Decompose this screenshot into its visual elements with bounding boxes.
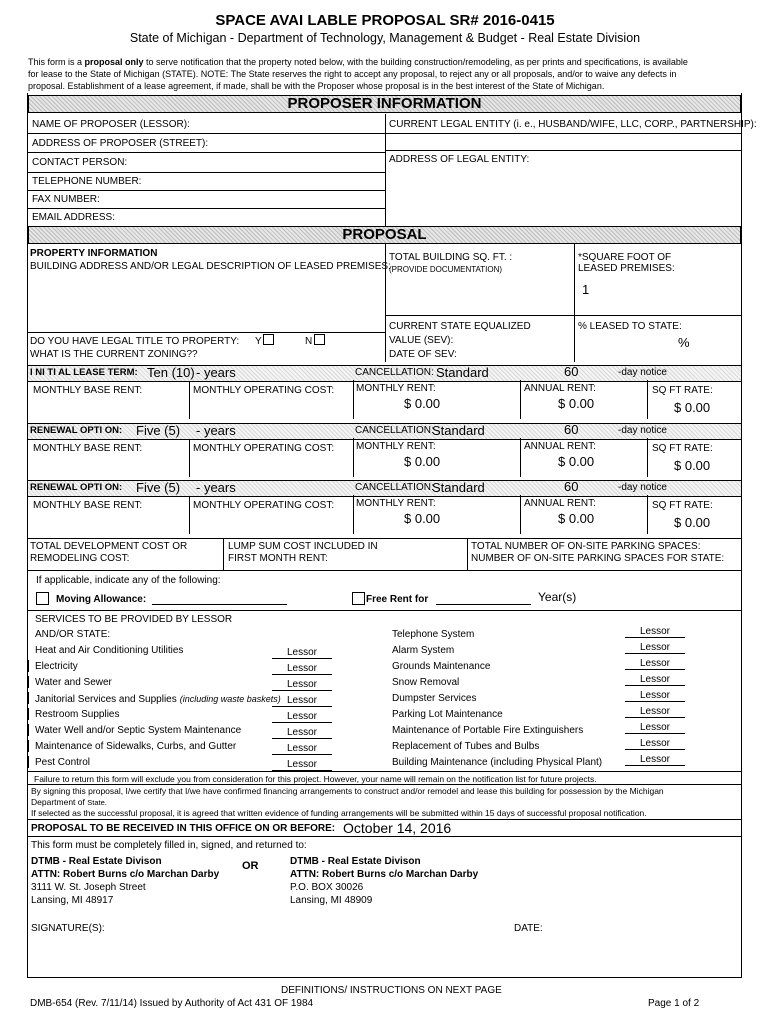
address-1-line-4: Lansing, MI 48917 xyxy=(31,895,114,906)
sr-number: 2016-0415 xyxy=(482,12,555,29)
rule xyxy=(189,382,190,419)
service-left-marker xyxy=(28,692,29,704)
notice-financing-2b: State. xyxy=(87,798,107,807)
signature-label: SIGNATURE(S): xyxy=(31,923,105,934)
deadline-label: PROPOSAL TO BE RECEIVED IN THIS OFFICE ON OR BEFORE: xyxy=(31,823,336,834)
rule xyxy=(27,570,742,571)
service-left-1-label xyxy=(35,645,183,657)
form-id: DMB-654 (Rev. 7/11/14) Issued by Authority of Act 431 OF 1984 xyxy=(30,998,314,1009)
service-right-2-value[interactable]: Lessor xyxy=(625,642,685,654)
term-2-label: RENEWAL OPTI ON: xyxy=(30,425,123,436)
service-right-2-label: Alarm System xyxy=(392,645,455,656)
return-instruction: This form must be completely filled in, signed, and returned to: xyxy=(31,840,307,851)
rule xyxy=(189,440,190,477)
service-right-9-label: Building Maintenance (including Physical Plant) xyxy=(392,757,603,768)
rule xyxy=(223,538,224,570)
signature-field[interactable] xyxy=(110,918,490,938)
service-left-marker xyxy=(28,740,29,752)
parking-total-label: TOTAL NUMBER OF ON-SITE PARKING SPACES: xyxy=(471,541,701,552)
service-left-5-text: Restroom Supplies xyxy=(35,709,120,720)
legal-title-yes-label: Y xyxy=(255,336,262,347)
telephone-label: TELEPHONE NUMBER: xyxy=(32,176,142,187)
term-1-monthly-rent-label: MONTHLY RENT: xyxy=(356,383,436,394)
term-2-annual-rent-label: ANNUAL RENT: xyxy=(524,441,596,452)
provide-doc-label: (PROVIDE DOCUMENTATION) xyxy=(389,265,503,274)
term-2-annual-rent-value: $ 0.00 xyxy=(558,454,595,469)
service-left-3-text: Water and Sewer xyxy=(35,677,112,688)
term-2-monthly-rent-value: $ 0.00 xyxy=(404,454,441,469)
contact-person-label: CONTACT PERSON: xyxy=(32,157,128,168)
sev-date-label: DATE OF SEV: xyxy=(389,349,457,360)
allowance-intro: If applicable, indicate any of the following: xyxy=(36,575,221,586)
service-right-7-value[interactable]: Lessor xyxy=(625,722,685,734)
dev-cost-label-1: TOTAL DEVELOPMENT COST OR xyxy=(30,541,188,552)
term-1-notice-days[interactable]: 60 xyxy=(564,364,579,379)
service-right-3-label: Grounds Maintenance xyxy=(392,661,491,672)
term-1-cancellation-label: CANCELLATION: xyxy=(355,367,434,378)
service-left-8-text: Pest Control xyxy=(35,757,91,768)
free-rent-label: Free Rent for xyxy=(366,594,429,605)
service-right-3-value[interactable]: Lessor xyxy=(625,658,685,670)
term-3-sqft-rate-value: $ 0.00 xyxy=(674,515,711,530)
service-left-5-value[interactable]: Lessor xyxy=(272,711,332,723)
services-heading-2: AND/OR STATE: xyxy=(35,629,111,640)
term-3-annual-rent-value: $ 0.00 xyxy=(558,511,595,526)
term-3-cancellation-label: CANCELLATION: xyxy=(355,482,434,493)
leased-sqft-label-1: *SQUARE FOOT OF xyxy=(578,252,672,263)
term-3-sqft-rate-label: SQ FT RATE: xyxy=(652,500,713,511)
term-1-sqft-rate-label: SQ FT RATE: xyxy=(652,385,713,396)
moving-allowance-label: Moving Allowance: xyxy=(56,594,147,605)
fax-label: FAX NUMBER: xyxy=(32,194,100,205)
address-2-line-1: DTMB - Real Estate Divison xyxy=(290,856,421,867)
form-title xyxy=(0,12,770,30)
rule xyxy=(520,380,521,419)
intro-bold: proposal only xyxy=(84,57,144,67)
form-title-text: SPACE AVAI LABLE PROPOSAL SR# xyxy=(215,12,479,29)
rule xyxy=(353,438,354,477)
service-right-4-value[interactable]: Lessor xyxy=(625,674,685,686)
term-3-base-rent-label: MONTHLY BASE RENT: xyxy=(33,500,143,511)
legal-entity-label: CURRENT LEGAL ENTITY (i. e., HUSBAND/WIFE, LLC, CORP., PARTNERSHIP): xyxy=(389,119,757,130)
service-left-4-text: Janitorial Services and Supplies xyxy=(35,694,177,705)
dev-cost-label-2: REMODELING COST: xyxy=(30,553,130,564)
service-left-6-label xyxy=(35,725,241,737)
rule xyxy=(520,438,521,477)
address-2-line-4: Lansing, MI 48909 xyxy=(290,895,373,906)
rule xyxy=(27,538,742,539)
term-3-operating-cost-label: MONTHLY OPERATING COST: xyxy=(193,500,335,511)
term-1-monthly-rent-value: $ 0.00 xyxy=(404,396,441,411)
service-left-2-text: Electricity xyxy=(35,661,78,672)
rule xyxy=(647,380,648,419)
service-left-6-text: Water Well and/or Septic System Maintenance xyxy=(35,725,242,736)
address-1-line-3: 3111 W. St. Joseph Street xyxy=(31,882,146,893)
or-label: OR xyxy=(242,860,259,872)
rule xyxy=(27,172,385,173)
service-right-6-value[interactable]: Lessor xyxy=(625,706,685,718)
leased-sqft-label-2: LEASED PREMISES: xyxy=(578,263,675,274)
rule xyxy=(353,495,354,534)
free-rent-field[interactable] xyxy=(436,604,531,605)
term-3-unit: - years xyxy=(196,480,236,495)
service-right-4-label: Snow Removal xyxy=(392,677,460,688)
term-2-notice-label: -day notice xyxy=(618,425,667,436)
service-left-marker xyxy=(28,708,29,720)
term-2-cancellation-label: CANCELLATION: xyxy=(355,425,434,436)
rule xyxy=(647,438,648,477)
rule xyxy=(27,152,385,153)
building-address-label: BUILDING ADDRESS AND/OR LEGAL DESCRIPTION OF LEASED PREMISES: xyxy=(30,261,391,272)
moving-allowance-field[interactable] xyxy=(152,604,287,605)
free-rent-years: Year(s) xyxy=(538,590,577,604)
address-2-line-2: ATTN: Robert Burns c/o Marchan Darby xyxy=(290,869,479,880)
proposer-address-label: ADDRESS OF PROPOSER (STREET): xyxy=(32,138,209,149)
term-2-unit: - years xyxy=(196,423,236,438)
lump-sum-label-2: FIRST MONTH RENT: xyxy=(228,553,328,564)
rule xyxy=(385,315,741,316)
term-1-annual-rent-label: ANNUAL RENT: xyxy=(524,383,596,394)
rule xyxy=(27,610,742,611)
rule xyxy=(353,380,354,419)
term-2-sqft-rate-label: SQ FT RATE: xyxy=(652,443,713,454)
parking-state-label: NUMBER OF ON-SITE PARKING SPACES FOR STATE: xyxy=(471,553,725,564)
service-right-1-label: Telephone System xyxy=(392,629,475,640)
term-1-notice-label: -day notice xyxy=(618,367,667,378)
form-border-right xyxy=(741,93,742,978)
deadline-value[interactable]: October 14, 2016 xyxy=(343,820,452,836)
legal-title-label: DO YOU HAVE LEGAL TITLE TO PROPERTY: xyxy=(30,336,240,347)
intro-line-1a: This form is a xyxy=(28,57,85,67)
form-border-bottom xyxy=(27,977,742,978)
service-left-4-label xyxy=(35,693,281,706)
rule xyxy=(27,208,385,209)
term-1-base-rent-label: MONTHLY BASE RENT: xyxy=(33,385,143,396)
rule xyxy=(27,190,385,191)
property-info-label: PROPERTY INFORMATION xyxy=(30,248,158,259)
sev-label-2: VALUE (SEV): xyxy=(389,335,454,346)
date-label: DATE: xyxy=(514,923,543,934)
notice-failure: Failure to return this form will exclude you from consideration for this project. However, your name will remain on the notification list for future projects. xyxy=(34,774,597,784)
service-left-5-label xyxy=(35,709,119,721)
definitions-note: DEFINITIONS/ INSTRUCTIONS ON NEXT PAGE xyxy=(281,985,502,996)
term-3-notice-days[interactable]: 60 xyxy=(564,479,579,494)
service-left-8-value[interactable]: Lessor xyxy=(272,759,332,771)
service-left-7-text: Maintenance of Sidewalks, Curbs, and Gutter xyxy=(35,741,237,752)
service-left-7-label xyxy=(35,741,236,753)
rule xyxy=(467,538,468,570)
service-left-1-value[interactable]: Lessor xyxy=(272,647,332,659)
service-left-2-value[interactable]: Lessor xyxy=(272,663,332,675)
legal-title-no-checkbox[interactable] xyxy=(314,334,325,345)
proposal-heading: PROPOSAL xyxy=(28,226,741,244)
term-3-length[interactable]: Five (5) xyxy=(136,480,181,495)
notice-financing-1: By signing this proposal, I/we certify that I/we have confirmed financing arrangements to construct and/or remodel and lease this building for possession by the Michigan xyxy=(31,786,664,796)
service-left-8-label xyxy=(35,757,90,769)
rule xyxy=(385,150,741,151)
service-right-1-value[interactable]: Lessor xyxy=(625,626,685,638)
term-1-length[interactable]: Ten (10) xyxy=(147,365,195,380)
rule xyxy=(574,244,575,362)
moving-allowance-checkbox[interactable] xyxy=(36,592,49,605)
email-label: EMAIL ADDRESS: xyxy=(32,212,115,223)
pct-leased-label: % LEASED TO STATE: xyxy=(578,321,682,332)
address-2-line-3: P.O. BOX 30026 xyxy=(290,882,364,893)
term-2-cancellation-value[interactable]: Standard xyxy=(432,423,485,438)
intro-line-2: for lease to the State of Michigan (STATE). NOTE: The State reserves the right to accept any proposal, to reject any or all proposals, and/or to waive any defects in xyxy=(28,69,677,79)
intro-line-1b: to serve notification that the property noted below, with the building construction/remodeling, as per prints and specifications, is available xyxy=(143,57,688,67)
legal-title-yes-checkbox[interactable] xyxy=(263,334,274,345)
term-2-length[interactable]: Five (5) xyxy=(136,423,181,438)
lump-sum-label-1: LUMP SUM COST INCLUDED IN xyxy=(228,541,378,552)
notice-financing-2a: Department of xyxy=(31,797,85,807)
rule xyxy=(520,495,521,534)
term-2-base-rent-label: MONTHLY BASE RENT: xyxy=(33,443,143,454)
service-right-9-value[interactable]: Lessor xyxy=(625,754,685,766)
term-1-cancellation-value[interactable]: Standard xyxy=(436,365,489,380)
service-left-7-value[interactable]: Lessor xyxy=(272,743,332,755)
rule xyxy=(385,114,386,226)
service-left-3-label xyxy=(35,677,112,689)
service-right-5-value[interactable]: Lessor xyxy=(625,690,685,702)
term-1-annual-rent-value: $ 0.00 xyxy=(558,396,595,411)
term-2-monthly-rent-label: MONTHLY RENT: xyxy=(356,441,436,452)
pct-symbol: % xyxy=(678,335,690,350)
service-right-7-label: Maintenance of Portable Fire Extinguishers xyxy=(392,725,584,736)
intro-line-1 xyxy=(28,56,688,68)
intro-line-3: proposal. Establishment of a lease agreement, if made, shall be with the Proposer whose proposal is in the best interest of the State of Michigan. xyxy=(28,81,605,91)
term-3-label: RENEWAL OPTI ON: xyxy=(30,482,123,493)
page-number: Page 1 of 2 xyxy=(648,998,700,1009)
service-left-4-value[interactable]: Lessor xyxy=(272,695,332,707)
entity-address-label: ADDRESS OF LEGAL ENTITY: xyxy=(389,154,530,165)
notice-funding: If selected as the successful proposal, it is agreed that written evidence of funding arrangements will be submitted within 15 days of successful proposal notification. xyxy=(31,808,647,818)
rule xyxy=(27,836,742,837)
address-1-line-1: DTMB - Real Estate Divison xyxy=(31,856,162,867)
term-3-notice-label: -day notice xyxy=(618,482,667,493)
service-left-2-label xyxy=(35,661,78,673)
total-sqft-label: TOTAL BUILDING SQ. FT. : xyxy=(389,252,513,263)
free-rent-checkbox[interactable] xyxy=(352,592,365,605)
service-left-marker xyxy=(28,676,29,688)
date-field[interactable] xyxy=(548,918,728,938)
service-left-marker xyxy=(28,724,29,736)
rule xyxy=(27,771,742,772)
service-left-1-text: Heat and Air Conditioning Utilities xyxy=(35,645,184,656)
term-2-operating-cost-label: MONTHLY OPERATING COST: xyxy=(193,443,335,454)
service-left-marker xyxy=(28,756,29,768)
proposer-heading: PROPOSER INFORMATION xyxy=(28,95,741,113)
service-left-3-value[interactable]: Lessor xyxy=(272,679,332,691)
zoning-label: WHAT IS THE CURRENT ZONING?? xyxy=(30,349,198,360)
legal-title-no-label: N xyxy=(305,336,313,347)
services-heading-1: SERVICES TO BE PROVIDED BY LESSOR xyxy=(35,614,233,625)
term-1-unit: - years xyxy=(196,365,236,380)
form-subtitle: State of Michigan - Department of Technology, Management & Budget - Real Estate Division xyxy=(129,31,641,45)
term-3-annual-rent-label: ANNUAL RENT: xyxy=(524,498,596,509)
term-1-label: I NI TI AL LEASE TERM: xyxy=(30,367,138,378)
term-1-sqft-rate-value: $ 0.00 xyxy=(674,400,711,415)
term-1-operating-cost-label: MONTHLY OPERATING COST: xyxy=(193,385,335,396)
sev-label-1: CURRENT STATE EQUALIZED xyxy=(389,321,531,332)
service-left-marker xyxy=(28,660,29,672)
service-left-4-note: (including waste baskets) xyxy=(179,694,281,704)
term-2-notice-days[interactable]: 60 xyxy=(564,422,579,437)
term-2-sqft-rate-value: $ 0.00 xyxy=(674,458,711,473)
rule xyxy=(27,332,385,333)
service-right-8-value[interactable]: Lessor xyxy=(625,738,685,750)
term-3-monthly-rent-value: $ 0.00 xyxy=(404,511,441,526)
leased-sqft-value[interactable]: 1 xyxy=(582,282,590,297)
address-1-line-2: ATTN: Robert Burns c/o Marchan Darby xyxy=(31,869,220,880)
service-right-8-label: Replacement of Tubes and Bulbs xyxy=(392,741,540,752)
proposer-name-label: NAME OF PROPOSER (LESSOR): xyxy=(32,119,190,130)
rule xyxy=(189,497,190,534)
term-3-cancellation-value[interactable]: Standard xyxy=(432,480,485,495)
service-right-6-label: Parking Lot Maintenance xyxy=(392,709,503,720)
term-3-monthly-rent-label: MONTHLY RENT: xyxy=(356,498,436,509)
service-left-6-value[interactable]: Lessor xyxy=(272,727,332,739)
service-right-5-label: Dumpster Services xyxy=(392,693,477,704)
rule xyxy=(647,495,648,534)
